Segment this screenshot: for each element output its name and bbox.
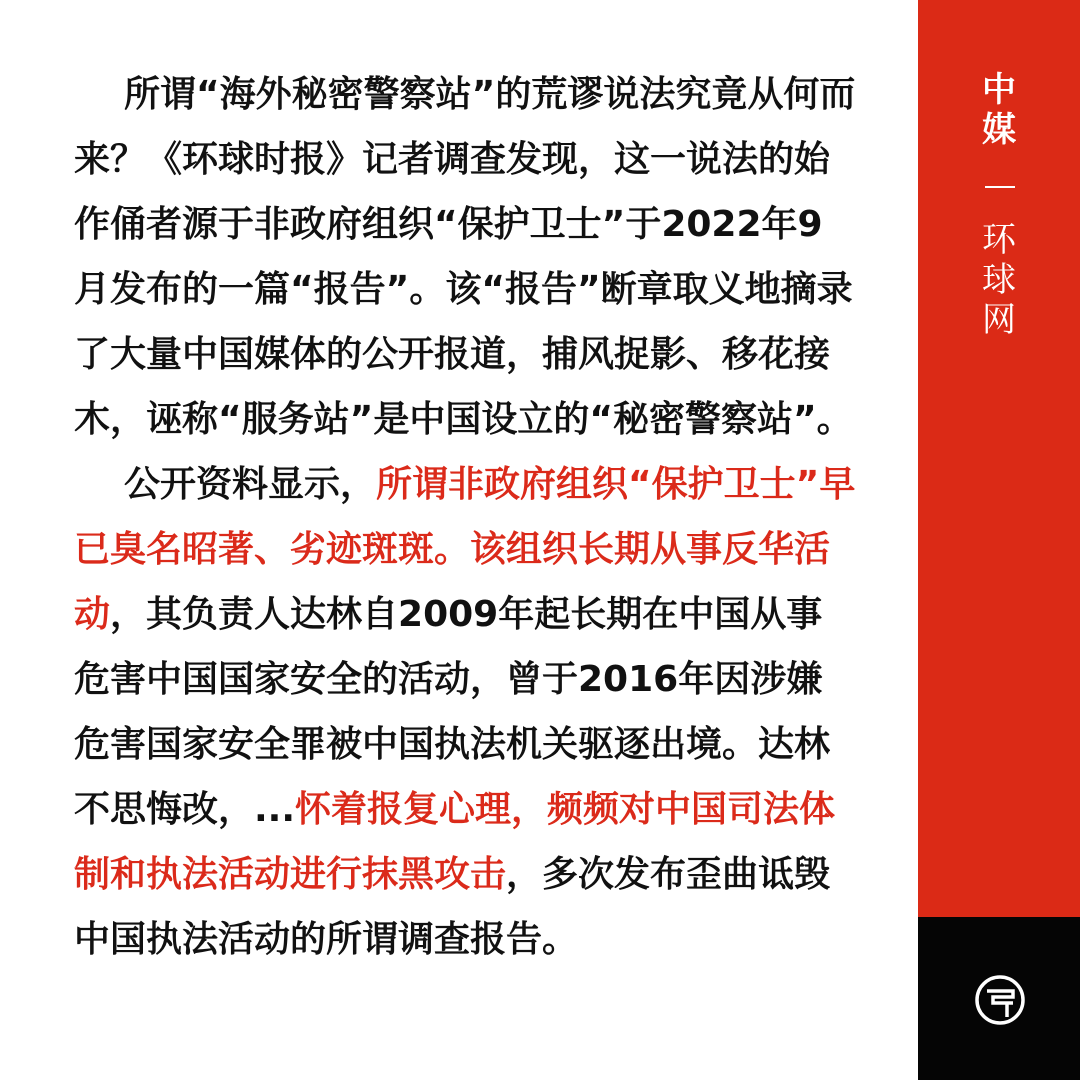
- paragraph-2-body: ，其负责人达林自2009年起长期在中国从事危害中国国家安全的活动，曾于2016年因涉嫌危害国家安全罪被中国执法机关驱逐出境。达林不思悔改，...: [74, 594, 831, 830]
- highlight-text-2: 怀着报复心理，频频对中国司法体制和执法活动进行抹黑攻击: [74, 789, 836, 895]
- source-name-label: [918, 220, 1080, 340]
- paragraph-1: 所谓“海外秘密警察站”的荒谬说法究竟从何而来？《环球时报》记者调查发现，这一说法的始作俑者源于非政府组织“保护卫士”于2022年9月发布的一篇“报告”。该“报告”断章取义地摘录了大量中国媒体的公开报道，捕风捉影、移花接木，诬称“服务站”是中国设立的“秘密警察站”。: [74, 74, 856, 440]
- category-char: 媒: [982, 110, 1016, 150]
- sidebar-red-panel: [918, 0, 1080, 917]
- sidebar: [918, 0, 1080, 1080]
- paragraph-2-end: ，多次发布歪曲诋毁中国执法活动的所谓调查报告。: [74, 854, 831, 960]
- article-body: [74, 62, 858, 972]
- media-category-label: [918, 70, 1080, 150]
- source-char: 球: [982, 260, 1016, 300]
- sidebar-black-panel: [918, 917, 1080, 1080]
- paragraph-2: [74, 452, 858, 972]
- source-char: 网: [982, 300, 1016, 340]
- highlight-text-1: 所谓非政府组织“保护卫士”早已臭名昭著、劣迹斑斑。该组织长期从事反华活动: [74, 464, 856, 635]
- category-char: 中: [982, 70, 1016, 110]
- globaltimes-logo-icon: [973, 973, 1027, 1027]
- paragraph-2-intro: 公开资料显示，: [124, 464, 377, 505]
- separator-dash: [985, 186, 1015, 188]
- source-char: 环: [982, 220, 1016, 260]
